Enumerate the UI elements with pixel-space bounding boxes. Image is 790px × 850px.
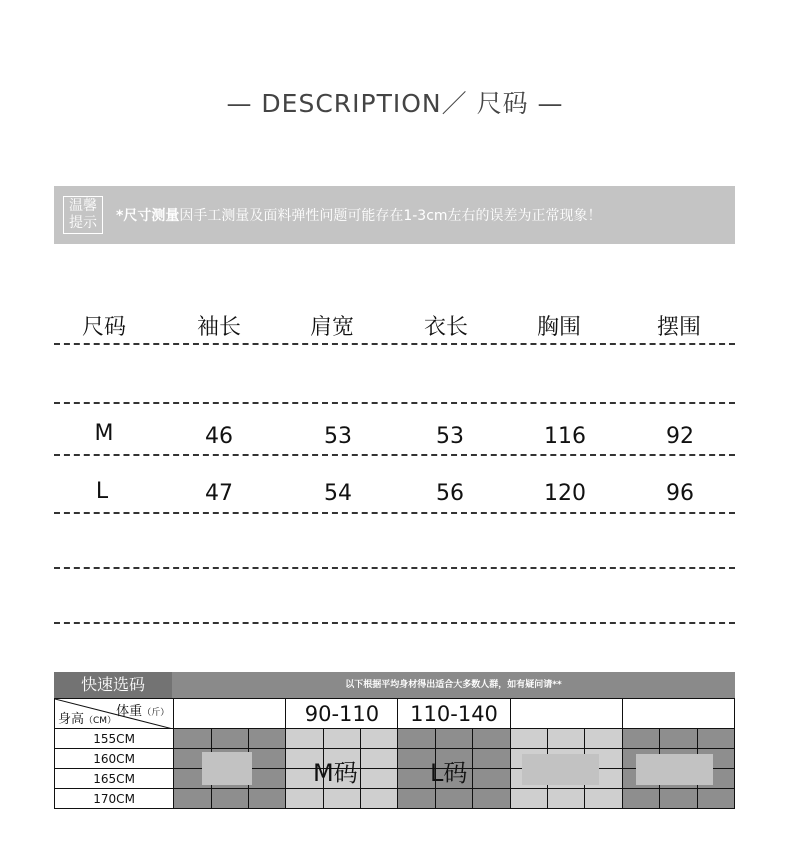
weight-unit: （斤） [142,708,170,718]
height-row [55,729,735,749]
grid-cell [361,769,398,789]
grid-cell [398,729,435,749]
weight-label: 体重 [116,704,143,719]
grid-cell [323,729,360,749]
header-sleeve: 袖长 [196,315,242,340]
row-chest: 116 [544,424,586,449]
grid-cell [585,729,622,749]
weight-range: 110-140 [398,699,510,729]
grid-cell [248,729,285,749]
row-hem: 96 [666,481,694,506]
row-hem: 92 [666,424,694,449]
grid-cell [286,729,323,749]
grid-cell [361,749,398,769]
row-size: L [95,479,109,504]
row-length: 56 [436,481,464,506]
row-sleeve: 46 [205,424,233,449]
grid-cell [473,789,510,809]
notice-banner [54,186,735,244]
divider [54,622,735,624]
grid-cell [473,729,510,749]
notice-lead: *尺寸测量 [116,208,180,224]
grid-cell [697,789,734,809]
size-guide-grid [54,698,735,809]
size-patch [636,754,713,785]
grid-cell [473,769,510,789]
grid-cell [248,769,285,789]
divider [54,343,735,345]
grid-cell [697,729,734,749]
header-size: 尺码 [81,315,127,340]
height-label: 身高 [58,712,85,727]
grid-cell [660,729,697,749]
grid-cell [248,789,285,809]
divider [54,567,735,569]
weight-range [174,699,286,729]
size-m-label: M码 [313,759,358,787]
weight-row [55,699,735,729]
grid-cell [361,729,398,749]
quick-size-tab: 快速选码 [54,672,172,698]
size-row-m [54,421,735,451]
grid-cell [174,789,211,809]
grid-cell [398,789,435,809]
grid-cell [435,729,472,749]
height-axis-label [58,708,116,727]
row-shoulder: 54 [324,481,352,506]
grid-cell [435,789,472,809]
row-sleeve: 47 [205,481,233,506]
grid-cell [211,729,248,749]
divider [54,512,735,514]
height-row [55,769,735,789]
weight-range: 90-110 [286,699,398,729]
grid-cell [622,729,659,749]
header-hem: 摆围 [656,315,702,340]
grid-cell [286,789,323,809]
grid-cell [248,749,285,769]
weight-axis-label [116,700,169,719]
grid-cell [585,789,622,809]
height-label: 155CM [55,729,174,749]
size-row-l [54,479,735,509]
grid-cell [323,789,360,809]
row-shoulder: 53 [324,424,352,449]
grid-cell [473,749,510,769]
grid-cell [510,729,547,749]
divider [54,454,735,456]
quick-size-header [54,672,735,698]
notice-body: 因手工测量及面料弹性问题可能存在1-3cm左右的误差为正常现象！ [179,208,602,224]
quick-size-selector [54,672,735,809]
height-row [55,789,735,809]
grid-cell [548,789,585,809]
axis-corner [55,699,174,729]
height-label: 160CM [55,749,174,769]
row-length: 53 [436,424,464,449]
grid-cell [548,729,585,749]
quick-size-note: 以下根据平均身材得出适合大多数人群，如有疑问请** [345,680,562,690]
header-shoulder: 肩宽 [309,315,355,340]
grid-cell [622,789,659,809]
grid-cell [361,789,398,809]
notice-badge-line2: 提示 [69,215,97,231]
size-table-header [54,310,735,340]
notice-badge [63,196,103,234]
weight-range [622,699,734,729]
size-patch [522,754,599,785]
height-label: 165CM [55,769,174,789]
height-unit: （CM） [84,716,117,726]
header-length: 衣长 [423,315,469,340]
row-size: M [94,421,114,446]
row-chest: 120 [544,481,586,506]
size-l-label: L码 [430,759,468,787]
height-row [55,749,735,769]
divider [54,402,735,404]
grid-cell [510,789,547,809]
page-title: — DESCRIPTION／ 尺码 — [226,89,564,118]
notice-text [116,205,602,225]
grid-cell [211,789,248,809]
notice-badge-line1: 温馨 [69,198,97,214]
grid-cell [660,789,697,809]
grid-cell [174,729,211,749]
size-patch [202,752,252,785]
height-label: 170CM [55,789,174,809]
header-chest: 胸围 [536,315,582,340]
weight-range [510,699,622,729]
